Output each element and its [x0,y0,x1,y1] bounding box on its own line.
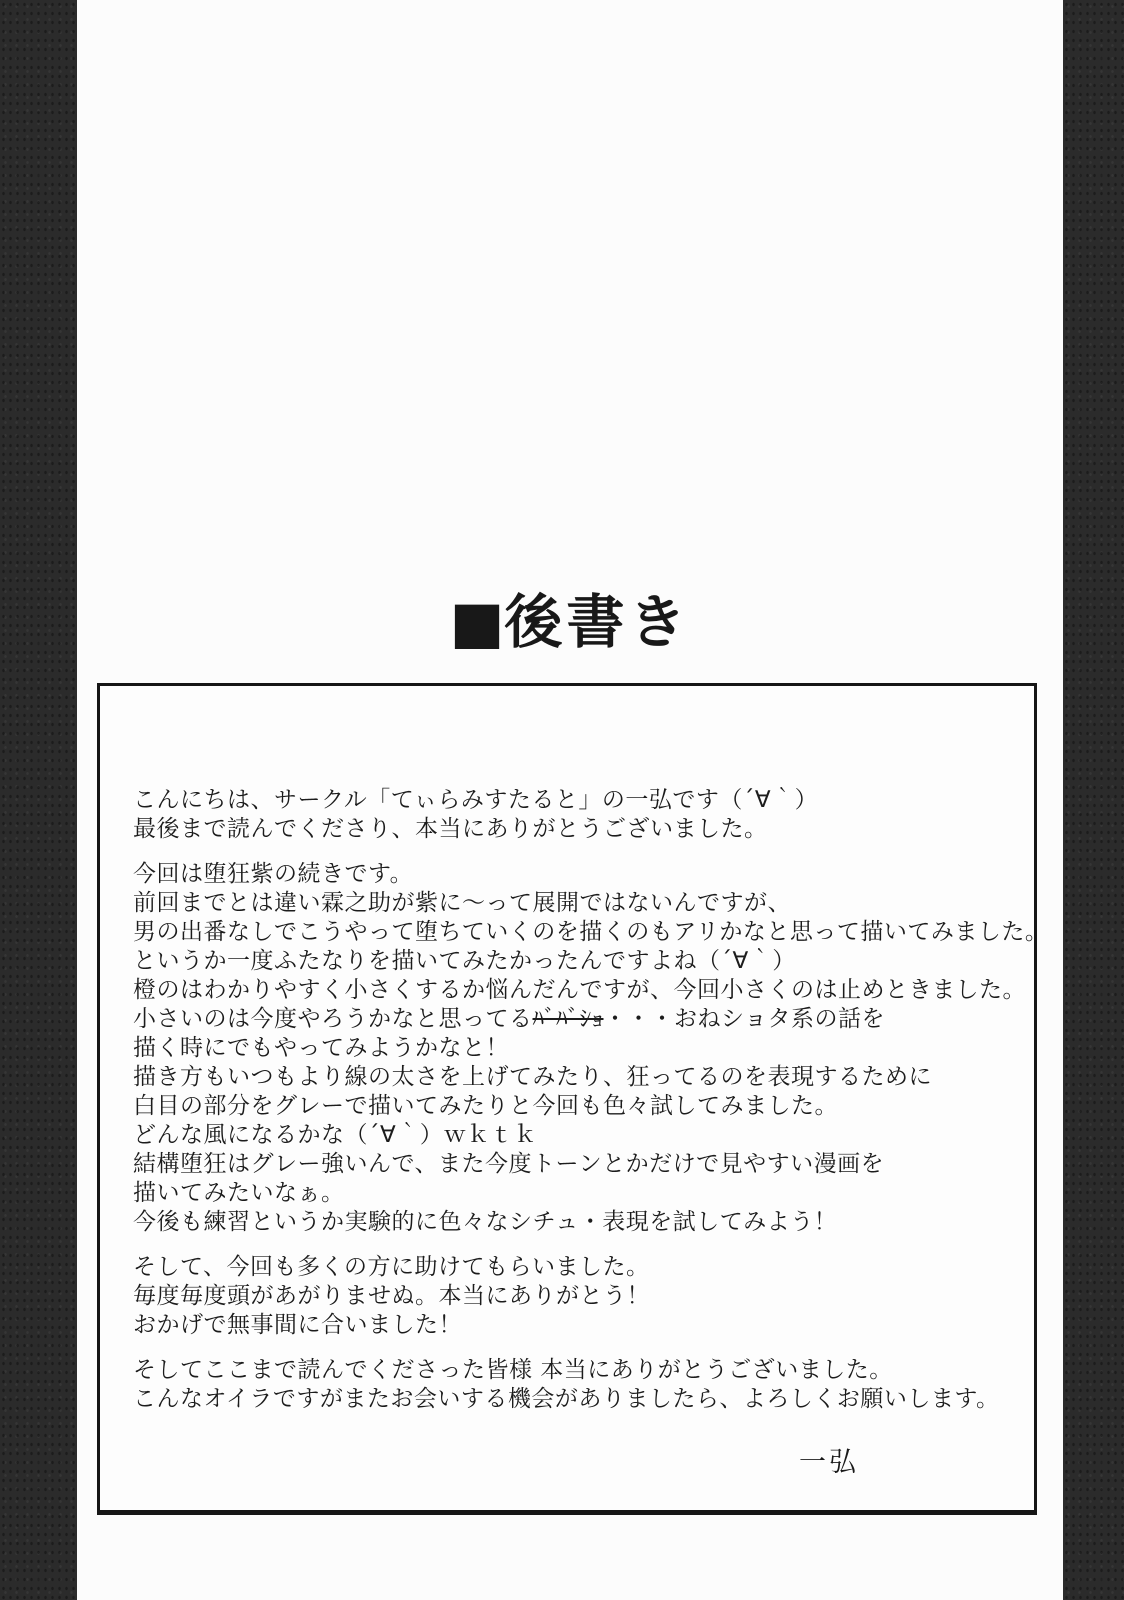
text-line: 描いてみたいなぁ。 [133,1180,345,1206]
closing-paragraph [133,1356,1000,1414]
text-line: 今後も練習というか実験的に色々なシチュ・表現を試してみよう！ [133,1209,838,1235]
text-line: というか一度ふたなりを描いてみたかったんですよね（´∀｀） [133,948,796,974]
main-paragraph [133,860,1049,1237]
square-bullet-icon: ■ [449,588,505,656]
text-line: 男の出番なしでこうやって堕ちていくのを描くのもアリかなと思って描いてみました。 [133,919,1049,945]
text-line: 最後まで読んでくださり、本当にありがとうございました。 [133,816,768,842]
text-line: そして、今回も多くの方に助けてもらいました。 [133,1254,650,1280]
scan-border-right [1063,0,1124,1600]
text-line: おかげで無事間に合いました！ [133,1312,462,1338]
thanks-paragraph [133,1253,994,1340]
text-line: こんなオイラですがまたお会いする機会がありましたら、よろしくお願いします。 [133,1386,1000,1412]
page-title-text: 後書き [504,588,691,656]
text-line: 白目の部分をグレーで描いてみたりと今回も色々試してみました。 [133,1093,838,1119]
page-title [77,588,1063,658]
text-segment: ・・・おねショタ系の話を [603,1006,886,1032]
text-line: こんにちは、サークル「てぃらみすたると」の一弘です（´∀｀） [133,787,819,813]
text-line: 橙のはわかりやすく小さくするか悩んだんですが、今回小さくのは止めときました。 [133,977,1026,1003]
text-line: 前回までとは違い霖之助が紫に～って展開ではないんですが、 [133,890,791,916]
afterword-box [97,683,1049,1515]
strikethrough-text: ﾊﾞﾊﾞｼｮ [532,1006,604,1032]
author-signature: 一弘 [799,1447,859,1478]
text-line: 描く時にでもやってみようかなと！ [133,1035,509,1061]
text-line: 描き方もいつもより線の太さを上げてみたり、狂ってるのを表現するために [133,1064,932,1090]
text-line: 毎度毎度頭があがりませぬ。本当にありがとう！ [133,1283,650,1309]
text-line: 結構堕狂はグレー強いんで、また今度トーンとかだけで見やすい漫画を [133,1151,885,1177]
text-line: どんな風になるかな（´∀｀）ｗｋｔｋ [133,1122,538,1148]
text-line-with-strikethrough [133,1005,994,1034]
text-line: そしてここまで読んでくださった皆様 本当にありがとうございました。 [133,1357,893,1383]
scan-border-left [0,0,77,1600]
text-segment: 小さいのは今度やろうかなと思ってる [133,1006,533,1032]
text-line: 今回は堕狂紫の続きです。 [133,861,414,887]
greeting-paragraph [133,786,994,844]
